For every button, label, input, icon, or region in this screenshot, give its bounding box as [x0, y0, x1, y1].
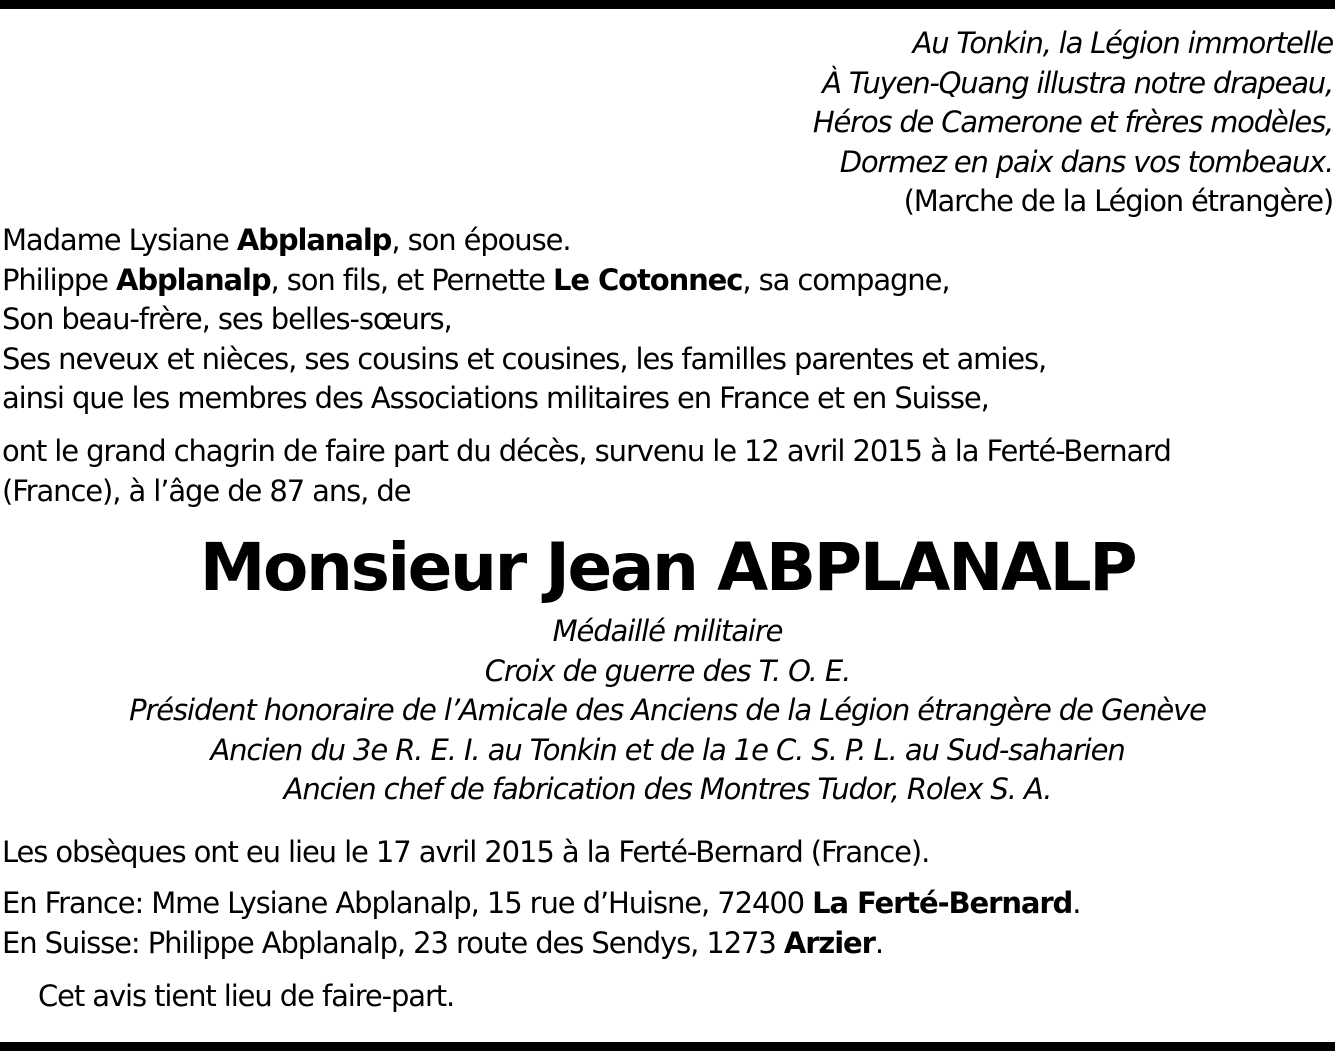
death-announcement — [2, 432, 1333, 511]
family-line-relatives: Ses neveux et nièces, ses cousins et cousines, les familles parentes et amies, — [2, 341, 1047, 376]
text-segment: , sa compagne, — [742, 262, 950, 297]
announcement-line: (France), à l’âge de 87 ans, de — [2, 473, 411, 508]
family-list — [2, 221, 1333, 419]
text-segment: , son épouse. — [391, 223, 571, 257]
bottom-border-rule — [0, 1042, 1335, 1051]
text-segment: . — [874, 925, 883, 960]
honor-line: Médaillé militaire — [552, 614, 783, 648]
epigraph-line: Héros de Camerone et frères modèles, — [812, 105, 1333, 139]
surname: Abplanalp — [116, 262, 271, 297]
honors-list — [0, 612, 1335, 810]
honor-line: Ancien du 3e R. E. I. au Tonkin et de la 1e C. S. P. L. au Sud-saharien — [210, 732, 1125, 767]
family-line-inlaws: Son beau-frère, ses belles-sœurs, — [2, 302, 452, 336]
honor-line: Ancien chef de fabrication des Montres Tudor, Rolex S. A. — [283, 772, 1052, 806]
family-line-spouse — [2, 221, 1333, 261]
town-name: La Ferté-Bernard — [812, 886, 1073, 920]
epigraph-line: Au Tonkin, la Légion immortelle — [912, 26, 1333, 60]
honor-line: Croix de guerre des T. O. E. — [484, 653, 851, 688]
contact-addresses — [2, 884, 1333, 963]
text-segment: , son fils, et Pernette — [270, 262, 554, 297]
epigraph — [533, 24, 1333, 222]
text-segment: En France: Mme Lysiane Abplanalp, 15 rue d’Huisne, 72400 — [2, 886, 813, 920]
text-segment: Philippe — [2, 262, 117, 297]
closing-note: Cet avis tient lieu de faire-part. — [38, 979, 455, 1013]
announcement-line: ont le grand chagrin de faire part du décès, survenu le 12 avril 2015 à la Ferté-Bernard — [2, 434, 1171, 468]
funeral-notice: Les obsèques ont eu lieu le 17 avril 2015 à la Ferté-Bernard (France). — [2, 835, 930, 869]
address-suisse — [2, 924, 1333, 964]
epigraph-line: Dormez en paix dans vos tombeaux. — [839, 144, 1333, 179]
town-name: Arzier — [783, 925, 875, 960]
text-segment: . — [1072, 886, 1081, 920]
deceased-name: Monsieur Jean ABPLANALP — [199, 529, 1136, 606]
text-segment: En Suisse: Philippe Abplanalp, 23 route des Sendys, 1273 — [2, 925, 784, 960]
family-line-son — [2, 261, 1333, 301]
family-line-associations: ainsi que les membres des Associations militaires en France et en Suisse, — [2, 381, 989, 415]
surname: Le Cotonnec — [553, 262, 743, 297]
honor-line: Président honoraire de l’Amicale des Anciens de la Légion étrangère de Genève — [129, 693, 1206, 727]
epigraph-line: À Tuyen-Quang illustra notre drapeau, — [822, 65, 1333, 100]
epigraph-source: (Marche de la Légion étrangère) — [903, 184, 1333, 218]
address-france — [2, 884, 1333, 924]
text-segment: Madame Lysiane — [2, 223, 237, 257]
surname: Abplanalp — [236, 223, 392, 257]
top-border-rule — [0, 0, 1335, 9]
